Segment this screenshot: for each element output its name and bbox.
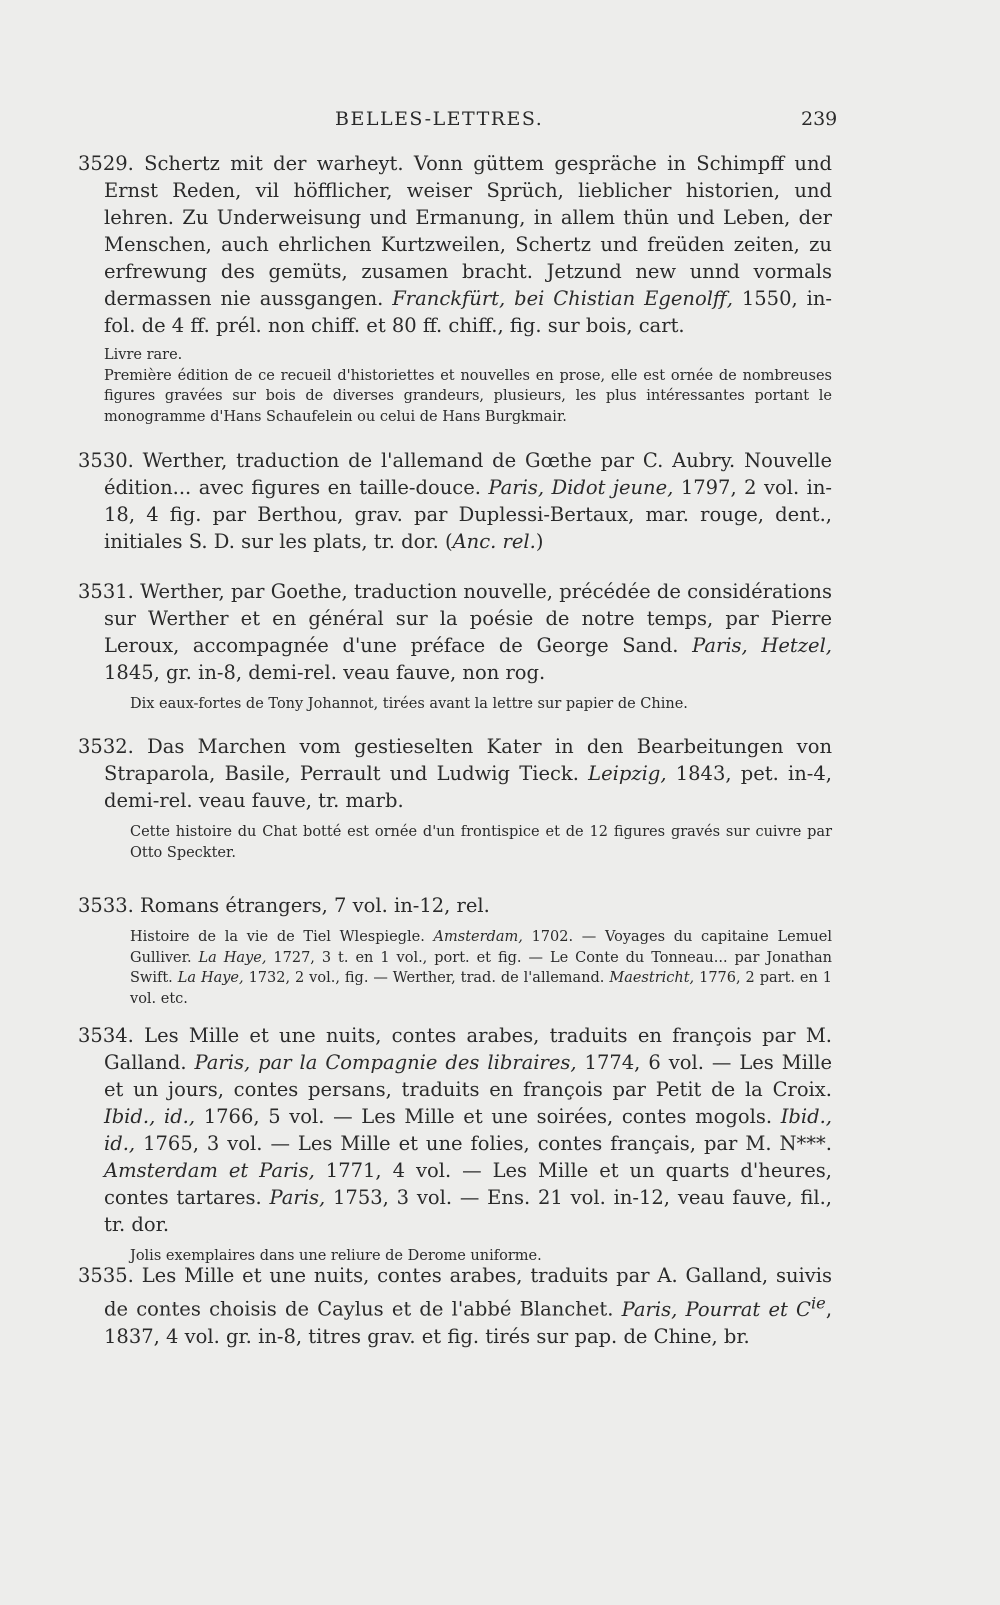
entry-description xyxy=(78,447,833,555)
note-text: Histoire de la vie de Tiel Wlespiegle. xyxy=(130,929,425,945)
entry-imprint: Paris, xyxy=(269,1186,326,1209)
entry-number: 3533. xyxy=(78,894,134,917)
running-title: BELLES-LETTRES. xyxy=(335,108,544,130)
entry-title: Les Mille et une nuits, contes arabes, traduits en françois par M. Galland. xyxy=(104,1024,832,1074)
catalogue-entry xyxy=(78,733,832,863)
entry-number: 3534. xyxy=(78,1024,134,1047)
note-imprint: La Haye, xyxy=(177,970,244,986)
entry-number: 3530. xyxy=(78,449,134,472)
page-number: 239 xyxy=(801,108,838,130)
entry-collation: 1774, 6 vol. — Les Mille et un jours, contes persans, traduits en françois par Petit de la Croix. xyxy=(104,1051,832,1101)
entry-note: Jolis exemplaires dans une reliure de Derome uniforme. xyxy=(130,1248,542,1264)
entry-closing: ) xyxy=(535,530,544,553)
note-text: 1702. — Voyages du capitaine Lemuel Gulliver. xyxy=(130,929,832,966)
entry-imprint: Paris, Hetzel, xyxy=(692,634,832,657)
entry-collation: 1843, pet. in-4, demi-rel. veau fauve, tr. marb. xyxy=(104,762,832,812)
entry-description xyxy=(78,892,832,919)
entry-collation: 1766, 5 vol. — Les Mille et une soirées, contes mogols. xyxy=(203,1105,773,1128)
entry-title: Romans étrangers, 7 vol. in-12, rel. xyxy=(140,894,490,917)
entry-imprint: Amsterdam et Paris, xyxy=(104,1159,315,1182)
note-text: 1776, 2 part. en 1 vol. etc. xyxy=(130,970,833,1007)
entry-description xyxy=(78,150,833,339)
entry-imprint: Leipzig, xyxy=(588,762,667,785)
entry-imprint: Franckfürt, bei Chistian Egenolff, xyxy=(392,287,733,310)
entry-collation: , 1837, 4 vol. gr. in-8, titres grav. et fig. tirés sur pap. de Chine, br. xyxy=(104,1297,833,1348)
entry-collation: 1845, gr. in-8, demi-rel. veau fauve, non rog. xyxy=(104,661,546,684)
entry-description xyxy=(78,1262,833,1350)
note-imprint: Maestricht, xyxy=(609,970,695,986)
entry-note: Cette histoire du Chat botté est ornée d'un frontispice et de 12 figures gravés sur cuivre par Otto Speckter. xyxy=(130,824,832,861)
entry-note xyxy=(104,927,832,1009)
entry-number: 3529. xyxy=(78,152,134,175)
entry-collation: 1771, 4 vol. — Les Mille et un quarts d'heures, contes tartares. xyxy=(104,1159,832,1209)
note-imprint: Amsterdam, xyxy=(433,929,523,945)
entry-binding: Anc. rel. xyxy=(452,530,536,553)
note-text: 1732, 2 vol., fig. — Werther, trad. de l'allemand. xyxy=(248,970,605,986)
entry-description xyxy=(78,1022,832,1238)
imprint-superscript: ie xyxy=(810,1293,826,1312)
entry-note: Livre rare. xyxy=(104,347,183,363)
entry-number: 3535. xyxy=(78,1264,134,1287)
note-text: 1727, 3 t. en 1 vol., port. et fig. — Le Conte du Tonneau... par Jonathan Swift. xyxy=(130,949,833,986)
imprint-text: Paris, Pourrat et C xyxy=(621,1297,811,1321)
catalogue-entry xyxy=(78,150,833,427)
catalogue-entry xyxy=(78,578,832,715)
entry-imprint: Ibid., id., xyxy=(104,1105,196,1128)
entry-title: Werther, par Goethe, traduction nouvelle, précédée de considérations sur Werther et en général sur la poésie de notre temps, par Pierre Leroux, accompagnée d'une préface de George Sand. xyxy=(104,580,832,657)
page-header xyxy=(0,108,1000,138)
entry-number: 3531. xyxy=(78,580,134,603)
entry-note: Première édition de ce recueil d'historiettes et nouvelles en prose, elle est ornée de nombreuses figures gravées sur bois de diverses grandeurs, plusieurs, les plus intéressantes portant le monogramme d'Hans Schaufelein ou celui de Hans Burgkmair. xyxy=(104,367,832,425)
entry-collation: 1753, 3 vol. — Ens. 21 vol. in-12, veau fauve, fil., tr. dor. xyxy=(104,1186,832,1236)
entry-imprint xyxy=(621,1293,826,1321)
entry-number: 3532. xyxy=(78,735,134,758)
entry-description xyxy=(78,578,832,686)
entry-imprint: Paris, Didot jeune, xyxy=(488,476,674,499)
entry-imprint: Paris, par la Compagnie des libraires, xyxy=(194,1051,577,1074)
entry-title: Werther, traduction de l'allemand de Gœthe par C. Aubry. Nouvelle édition... avec figures en taille-douce. xyxy=(104,449,832,499)
entry-title: Das Marchen vom gestieselten Kater in den Bearbeitungen von Straparola, Basile, Perrault und Ludwig Tieck. xyxy=(104,735,832,785)
entry-collation: 1797, 2 vol. in-18, 4 fig. par Berthou, grav. par Duplessi-Bertaux, mar. rouge, dent., initiales S. D. sur les plats, tr. dor. ( xyxy=(104,476,833,553)
entry-collation: 1765, 3 vol. — Les Mille et une folies, contes français, par M. N***. xyxy=(143,1132,832,1155)
entry-note: Dix eaux-fortes de Tony Johannot, tirées avant la lettre sur papier de Chine. xyxy=(130,696,688,712)
entry-imprint: Ibid., id., xyxy=(104,1105,832,1155)
entry-description xyxy=(78,733,832,814)
note-imprint: La Haye, xyxy=(198,949,267,966)
catalogue-entry xyxy=(78,1022,832,1267)
entry-collation: 1550, in-fol. de 4 ff. prél. non chiff. et 80 ff. chiff., fig. sur bois, cart. xyxy=(104,287,832,337)
entry-title: Les Mille et une nuits, contes arabes, traduits par A. Galland, suivis de contes choisis de Caylus et de l'abbé Blanchet. xyxy=(104,1264,833,1321)
catalogue-entry xyxy=(78,892,833,1009)
entry-title: Schertz mit der warheyt. Vonn güttem gespräche in Schimpff und Ernst Reden, vil höfflicher, weiser Sprüch, lieblicher historien, und lehren. Zu Underweisung und Ermanung, in allem thün und Leben, der Menschen, auch ehrlichen Kurtzweilen, Schertz und freüden zeiten, zu erfrewung des gemüts, zusamen bracht. Jetzund new unnd vormals dermassen nie aussgangen. xyxy=(104,152,833,310)
catalogue-entry xyxy=(78,1262,833,1350)
catalogue-entry xyxy=(78,447,833,555)
